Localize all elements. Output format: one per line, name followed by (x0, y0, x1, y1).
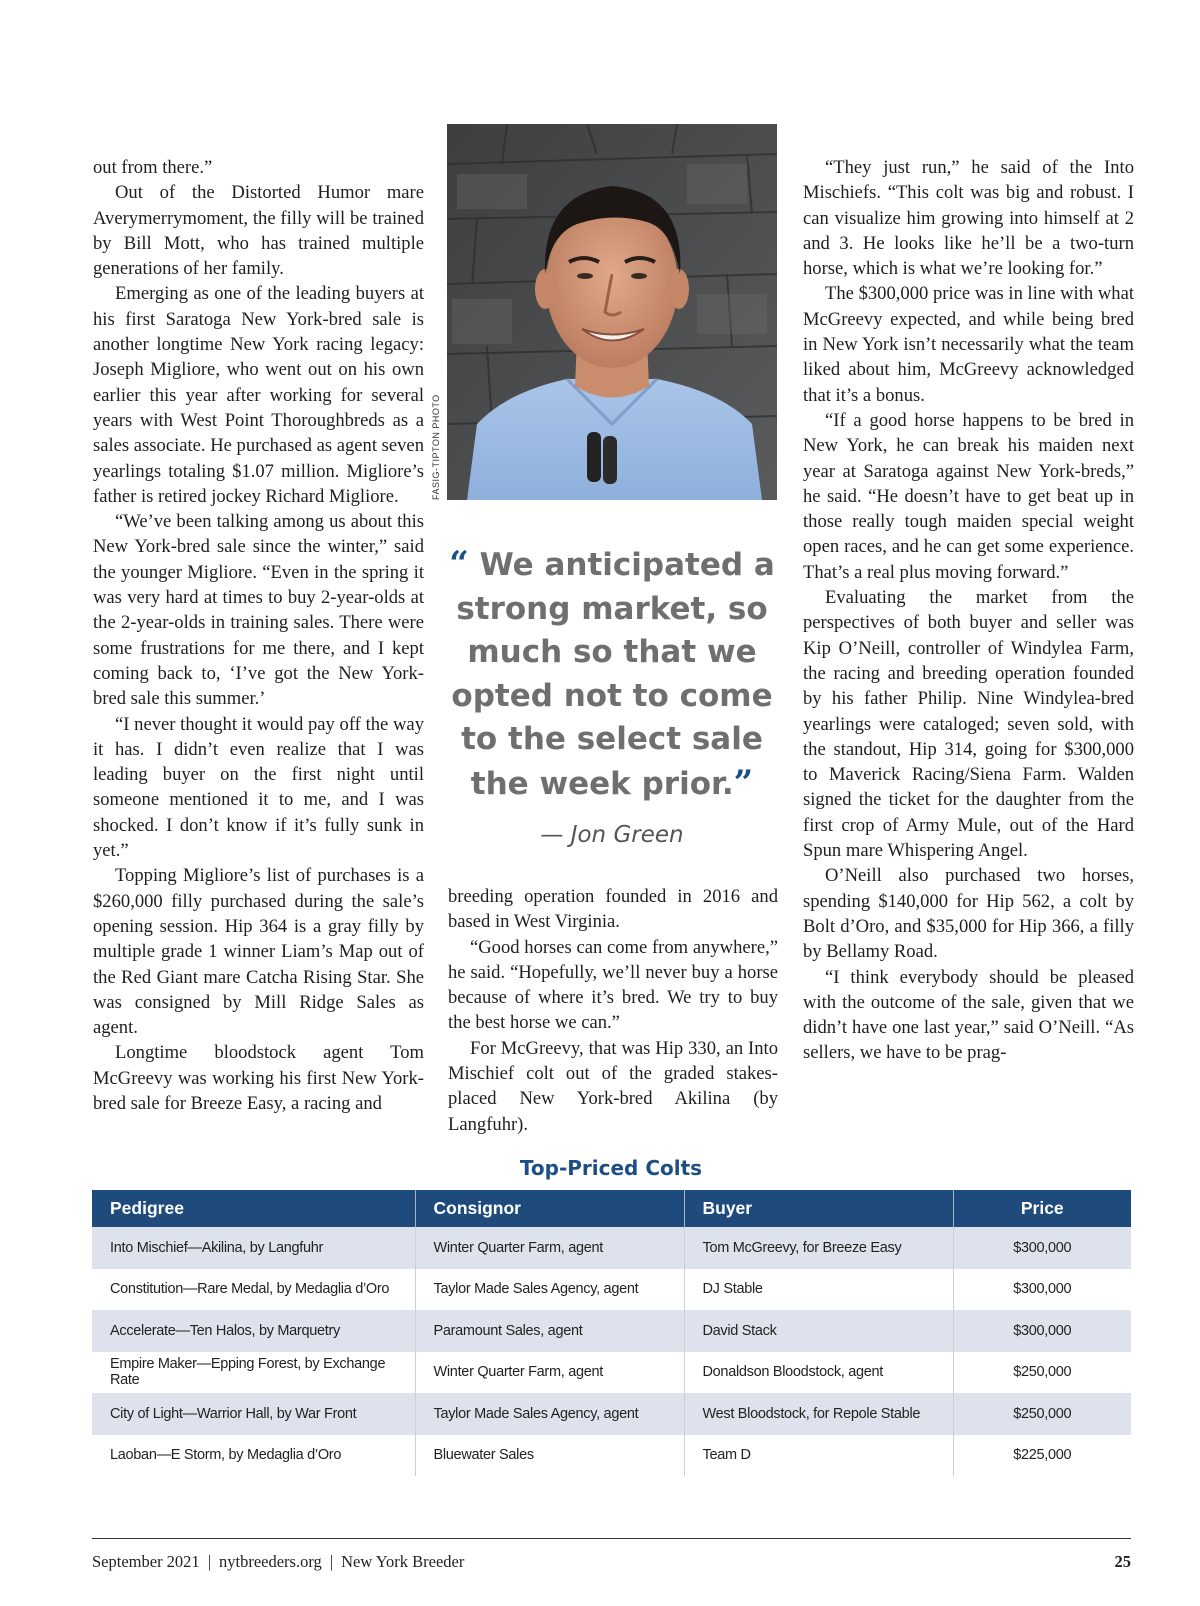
paragraph: “I never thought it would pay off the way it has. I didn’t even realize that I was leading buyer on the first night until someone mentioned it to me, and I was shocked. I don’t know if it’s fully sunk in yet.” (93, 713, 424, 862)
cell-consignor: Paramount Sales, agent (415, 1310, 684, 1352)
portrait-illustration (447, 124, 777, 500)
footer-separator: | (207, 1552, 211, 1571)
paragraph: Topping Migliore’s list of purchases is a $260,000 filly purchased during the sale’s opening session. Hip 364 is a gray filly by multiple grade 1 winner Liam’s Map out of the Red Giant mare Catcha Rising Star. She was consigned by Mill Ridge Sales as agent. (93, 865, 424, 1039)
header-buyer: Buyer (684, 1190, 953, 1227)
table-row (92, 1310, 1131, 1352)
table-header-row (92, 1190, 1131, 1227)
top-priced-colts-table (92, 1190, 1131, 1476)
cell-price: $300,000 (953, 1227, 1131, 1269)
article-column-1 (93, 155, 424, 1116)
cell-consignor: Taylor Made Sales Agency, agent (415, 1269, 684, 1311)
table-title: Top-Priced Colts (519, 1156, 703, 1180)
cell-buyer: Tom McGreevy, for Breeze Easy (684, 1227, 953, 1269)
paragraph: “If a good horse happens to be bred in New York, he can break his maiden next year at Saratoga against New York-breds,” he said. “He doesn’t have to get beat up in those really tough maiden special weight open races, and he can get some experience. That’s a real plus moving forward.” (803, 409, 1134, 583)
pull-quote-attribution: — Jon Green (540, 822, 684, 848)
paragraph: Out of the Distorted Humor mare Averymerrymoment, the filly will be trained by Bill Mott, who has trained multiple generations of her family. (93, 182, 424, 280)
cell-consignor: Winter Quarter Farm, agent (415, 1352, 684, 1394)
paragraph: Emerging as one of the leading buyers at his first Saratoga New York-bred sale is another longtime New York racing legacy: Joseph Migliore, who went out on his own earlier this year after working for several years with West Point Thoroughbreds as a sales associate. He purchased as agent seven yearlings totaling $1.07 million. Migliore’s father is retired jockey Richard Migliore. (93, 283, 424, 507)
photo-credit: FASIG-TIPTON PHOTO (431, 394, 441, 500)
paragraph: O’Neill also purchased two horses, spending $140,000 for Hip 562, a colt by Bolt d’Oro, and $35,000 for Hip 366, a filly by Bellamy Road. (803, 865, 1134, 963)
cell-buyer: Donaldson Bloodstock, agent (684, 1352, 953, 1394)
cell-price: $225,000 (953, 1435, 1131, 1477)
pull-quote-text: We anticipated a strong market, so much so that we opted not to come to the select sale the week prior. (451, 547, 775, 802)
footer-folio (92, 1552, 464, 1572)
header-pedigree: Pedigree (92, 1190, 415, 1227)
cell-pedigree: Constitution—Rare Medal, by Medaglia d’Oro (92, 1269, 415, 1311)
table-row (92, 1269, 1131, 1311)
close-quote-mark: ” (733, 762, 754, 803)
table-row (92, 1435, 1131, 1477)
cell-pedigree: Empire Maker—Epping Forest, by Exchange Rate (92, 1352, 415, 1394)
cell-pedigree: Accelerate—Ten Halos, by Marquetry (92, 1310, 415, 1352)
cell-pedigree: City of Light—Warrior Hall, by War Front (92, 1393, 415, 1435)
cell-buyer: DJ Stable (684, 1269, 953, 1311)
paragraph: breeding operation founded in 2016 and based in West Virginia. (448, 886, 778, 933)
pull-quote (447, 543, 777, 806)
paragraph: “We’ve been talking among us about this New York-bred sale since the winter,” said the younger Migliore. “Even in the spring it was very hard at times to buy 2-year-olds at the 2-year-olds in training sales. There were some frustrations for me there, and I kept coming back to, ‘I’ve got the New York-bred sale this summer.’ (93, 511, 424, 710)
cell-price: $300,000 (953, 1310, 1131, 1352)
cell-pedigree: Laoban—E Storm, by Medaglia d’Oro (92, 1435, 415, 1477)
paragraph: For McGreevy, that was Hip 330, an Into Mischief colt out of the graded stakes-placed New York-bred Akilina (by Langfuhr). (448, 1037, 778, 1135)
open-quote-mark: “ (449, 544, 469, 584)
header-consignor: Consignor (415, 1190, 684, 1227)
footer-publication: New York Breeder (341, 1552, 465, 1571)
table-row (92, 1393, 1131, 1435)
cell-price: $250,000 (953, 1393, 1131, 1435)
cell-consignor: Bluewater Sales (415, 1435, 684, 1477)
paragraph: The $300,000 price was in line with what McGreevy expected, and while being bred in New York isn’t necessarily what the team liked about him, McGreevy acknowledged that it’s a bonus. (803, 283, 1134, 406)
article-column-3 (803, 155, 1134, 1066)
cell-buyer: Team D (684, 1435, 953, 1477)
table-row (92, 1352, 1131, 1394)
page-number: 25 (1114, 1552, 1131, 1571)
cell-price: $250,000 (953, 1352, 1131, 1394)
article-column-2 (448, 884, 778, 1137)
paragraph: Evaluating the market from the perspectives of both buyer and seller was Kip O’Neill, controller of Windylea Farm, the racing and breeding operation founded by his father Philip. Nine Windylea-bred yearlings were cataloged; seven sold, with the standout, Hip 314, going for $300,000 to Maverick Racing/Siena Farm. Walden signed the ticket for the daughter from the first crop of Army Mule, out of the Hard Spun mare Whispering Angel. (803, 587, 1134, 862)
cell-pedigree: Into Mischief—Akilina, by Langfuhr (92, 1227, 415, 1269)
table-row (92, 1227, 1131, 1269)
paragraph: “Good horses can come from anywhere,” he said. “Hopefully, we’ll never buy a horse because of where it’s bred. We try to buy the best horse we can.” (448, 936, 778, 1034)
footer-site: nytbreeders.org (219, 1552, 322, 1571)
cell-consignor: Taylor Made Sales Agency, agent (415, 1393, 684, 1435)
paragraph: out from there.” (93, 157, 213, 178)
paragraph: “I think everybody should be pleased with the outcome of the sale, given that we didn’t have one last year,” said O’Neill. “As sellers, we have to be prag- (803, 966, 1134, 1064)
footer-date: September 2021 (92, 1552, 200, 1571)
header-price: Price (953, 1190, 1131, 1227)
paragraph: “They just run,” he said of the Into Mischiefs. “This colt was big and robust. I can visualize him growing into himself at 2 and 3. He looks like he’ll be a two-turn horse, which is what we’re looking for.” (803, 157, 1134, 280)
paragraph: Longtime bloodstock agent Tom McGreevy was working his first New York-bred sale for Breeze Easy, a racing and (93, 1042, 424, 1114)
portrait-photo (447, 124, 777, 500)
footer-divider (92, 1538, 1131, 1539)
footer-separator: | (329, 1552, 334, 1571)
cell-price: $300,000 (953, 1269, 1131, 1311)
cell-buyer: David Stack (684, 1310, 953, 1352)
cell-consignor: Winter Quarter Farm, agent (415, 1227, 684, 1269)
cell-buyer: West Bloodstock, for Repole Stable (684, 1393, 953, 1435)
